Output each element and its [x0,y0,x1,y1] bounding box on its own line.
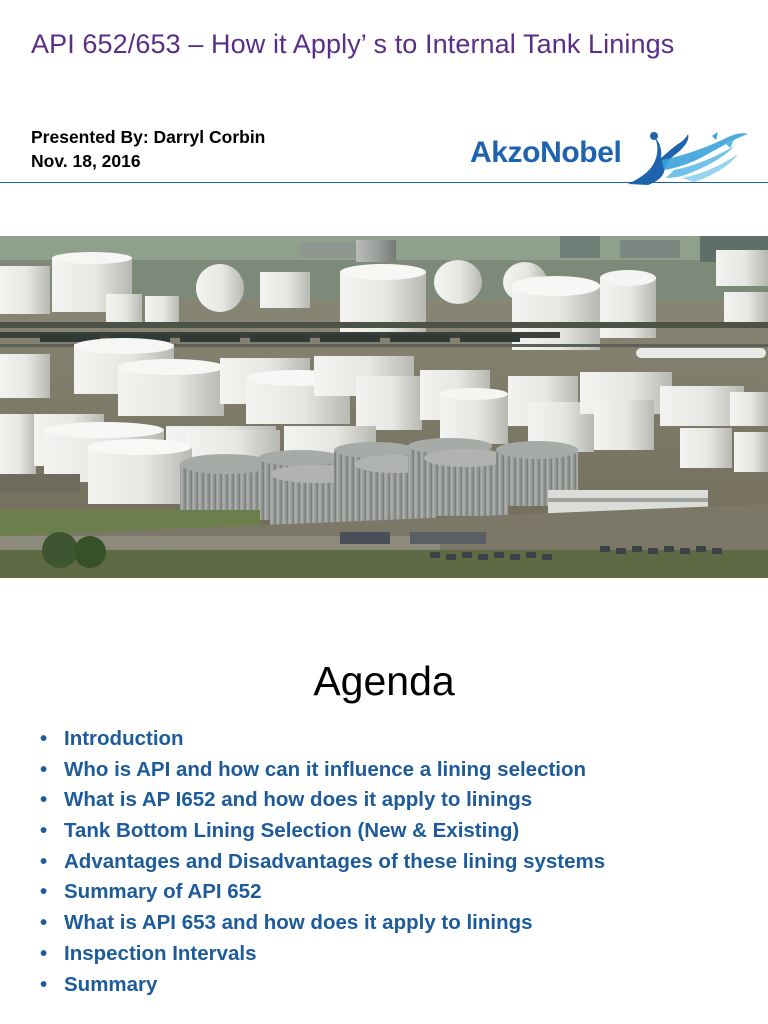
logo-wordmark: AkzoNobel [470,136,622,169]
agenda-item: • What is AP I652 and how does it apply to linings [38,785,605,816]
agenda-item: • Introduction [38,724,605,755]
agenda-item: • What is API 653 and how does it apply to linings [38,908,605,939]
agenda-slide [0,578,768,1024]
agenda-heading: Agenda [313,658,455,705]
presenter-line: Presented By: Darryl Corbin [31,127,266,147]
header-divider [0,182,768,183]
agenda-item: • Tank Bottom Lining Selection (New & Existing) [38,816,605,847]
agenda-item: • Inspection Intervals [38,939,605,970]
agenda-list [38,724,605,1000]
agenda-item: • Advantages and Disadvantages of these lining systems [38,847,605,878]
tank-farm-photo [0,236,768,578]
agenda-item: • Summary of API 652 [38,877,605,908]
presentation-date: Nov. 18, 2016 [31,151,141,171]
slide-title: API 652/653 – How it Apply’ s to Internal Tank Linings [31,29,675,59]
figure-icon [622,130,750,186]
akzonobel-logo [470,130,750,186]
agenda-item: • Summary [38,970,605,1001]
agenda-item: • Who is API and how can it influence a lining selection [38,755,605,786]
